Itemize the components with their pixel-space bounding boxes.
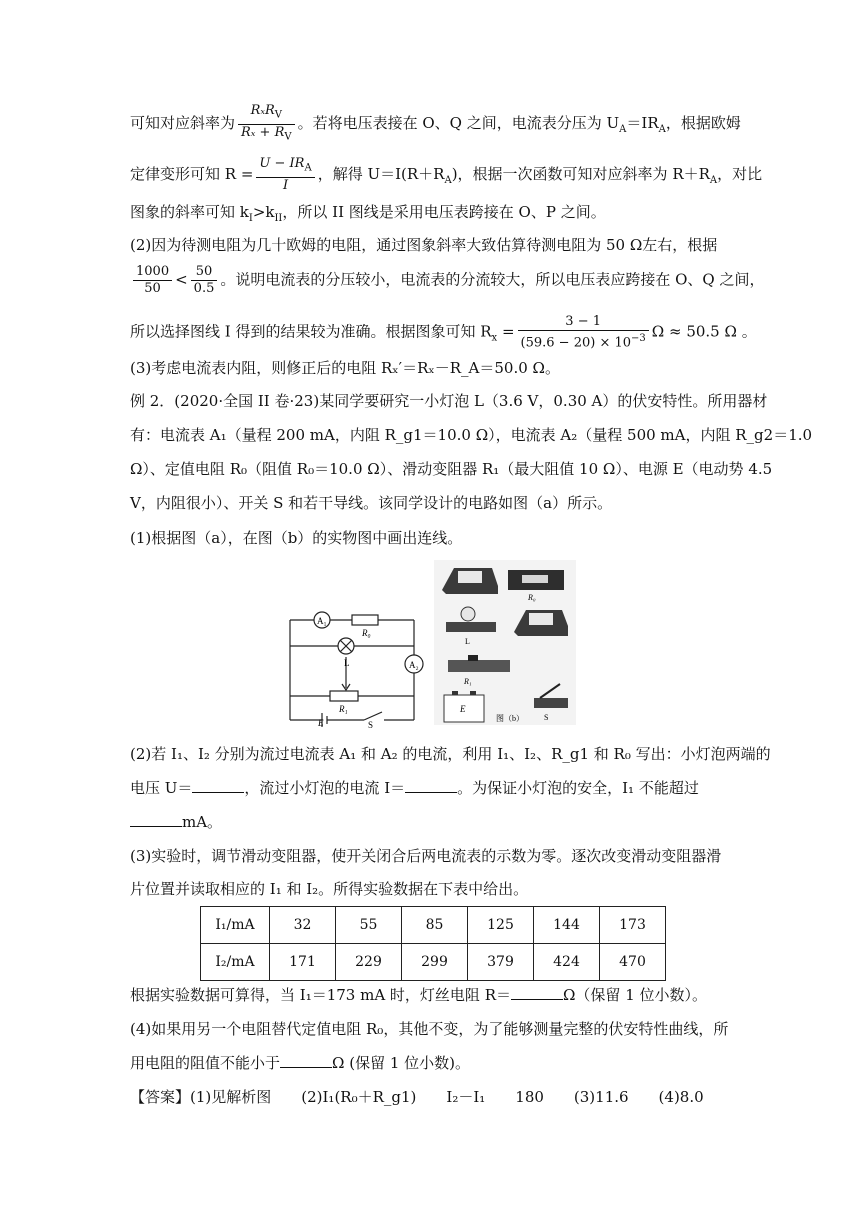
- text: 。说明电流表的分压较小，电流表的分流较大，所以电压表应跨接在 O、Q 之间，: [220, 270, 765, 289]
- question2-line1: (2)若 I₁、I₂ 分别为流过电流表 A₁ 和 A₂ 的电流，利用 I₁、I₂、R_g1 和 R₀ 写出：小灯泡两端的: [130, 745, 771, 763]
- circuit-diagram-a: [290, 615, 414, 727]
- text: ，所以 II 图线是采用电压表跨接在 O、P 之间。: [282, 203, 606, 221]
- text: mA。: [182, 813, 223, 831]
- para2-line2: [130, 264, 765, 297]
- meter-dial-icon: [529, 613, 553, 625]
- table-cell: 424: [534, 944, 600, 981]
- sub: A: [658, 124, 666, 136]
- label-a1: A₁: [317, 616, 327, 626]
- question2-line2: [130, 777, 745, 799]
- table-cell: 229: [336, 944, 402, 981]
- table-row: [201, 944, 666, 981]
- table-cell: 55: [336, 907, 402, 944]
- text: ，流过小灯泡的电流 I＝: [244, 779, 406, 797]
- sub: I: [248, 213, 253, 224]
- para3-line: (3)考虑电流表内阻，则修正后的电阻 Rₓ′＝Rₓ－R_A＝50.0 Ω。: [130, 359, 560, 377]
- table-cell: 171: [270, 944, 336, 981]
- text: ，对比: [717, 164, 763, 183]
- rheostat-r1-device-icon: [448, 660, 510, 672]
- text: 用电阻的阻值不能小于: [130, 1054, 281, 1072]
- ohm-fraction: [256, 156, 314, 194]
- text: ，解得 U＝I(R＋R: [317, 164, 445, 183]
- sub: x: [491, 332, 498, 344]
- label-e: E: [318, 718, 324, 728]
- para1-line2: [130, 156, 763, 194]
- answer-blank[interactable]: [192, 778, 244, 793]
- question4-line2: [130, 1052, 745, 1074]
- fraction-1000-50: [133, 264, 172, 297]
- fraction-denominator: I: [282, 177, 289, 193]
- rheostat-slider-icon: [468, 655, 478, 661]
- table-row: [201, 907, 666, 944]
- answer-line: [130, 1086, 745, 1108]
- fraction-numerator: 50: [191, 264, 218, 281]
- question3-line1: (3)实验时，调节滑动变阻器，使开关闭合后两电流表的示数为零。逐次改变滑动变阻器滑: [130, 847, 722, 865]
- label-l: L: [344, 658, 350, 668]
- text: 定律变形可知 R =: [130, 164, 254, 183]
- table-cell: 173: [600, 907, 666, 944]
- label-s: S: [368, 720, 374, 730]
- text: 电压 U＝: [130, 779, 193, 797]
- text: =: [501, 322, 515, 341]
- para1-line3: [130, 201, 745, 230]
- text: Ω（保留 1 位小数）。: [563, 986, 708, 1004]
- answer-blank[interactable]: [405, 778, 457, 793]
- sup: −3: [631, 333, 646, 344]
- label-r1: R₁: [339, 704, 348, 714]
- table-cell: 379: [468, 944, 534, 981]
- fraction-numerator: 3 − 1: [518, 314, 649, 331]
- text: Ω (保留 1 位小数)。: [332, 1054, 471, 1072]
- example-line1: 例 2．(2020·全国 II 卷·23)某同学要研究一小灯泡 L（3.6 V，0.30 A）的伏安特性。所用器材: [130, 392, 768, 410]
- fraction-denominator: Rₓ + R: [241, 124, 285, 140]
- battery-terminal-icon: [470, 691, 476, 695]
- sub: A: [709, 174, 718, 186]
- lamp-bulb-device-icon: [461, 607, 475, 621]
- table-cell: 125: [468, 907, 534, 944]
- para2-line1: (2)因为待测电阻为几十欧姆的电阻，通过图象斜率大致估算待测电阻为 50 Ω左右，根据: [130, 236, 718, 254]
- text: 图象的斜率可知 k: [130, 203, 249, 221]
- fraction-numerator: 1000: [133, 264, 172, 281]
- question1-line: (1)根据图（a），在图（b）的实物图中画出连线。: [130, 529, 463, 547]
- label-a2: A₂: [409, 660, 419, 670]
- answer-text: (1)见解析图 (2)I₁(R₀＋R_g1) I₂－I₁ 180 (3)11.6 (4)8.0: [190, 1088, 704, 1106]
- text: Ω ≈ 50.5 Ω 。: [651, 322, 757, 341]
- resistance-fraction: [518, 314, 649, 351]
- example-line3: Ω）、定值电阻 R₀（阻值 R₀＝10.0 Ω）、滑动变阻器 R₁（最大阻值 10 Ω）、电源 E（电动势 4.5: [130, 460, 773, 478]
- label-r0: R₀: [362, 628, 371, 638]
- table-cell: 470: [600, 944, 666, 981]
- question2-line3: [130, 811, 745, 833]
- para1-line1: [130, 103, 745, 145]
- question3-result-line: [130, 984, 745, 1006]
- table-cell: 85: [402, 907, 468, 944]
- slope-fraction: [238, 103, 295, 145]
- label-b-s: S: [544, 713, 549, 722]
- label-b-r0: R₀: [528, 593, 536, 602]
- text: ，根据欧姆: [665, 114, 741, 133]
- answer-blank[interactable]: [130, 812, 182, 827]
- fraction-numerator: RₓR: [250, 103, 275, 118]
- question3-line2: 片位置并读取相应的 I₁ 和 I₂。所得实验数据在下表中给出。: [130, 880, 529, 898]
- apparatus-figure-b: [434, 560, 576, 725]
- circuit-figure: [282, 560, 582, 730]
- text: ＝IR: [626, 114, 659, 133]
- para2-line3: [130, 314, 757, 351]
- sub: A: [444, 174, 452, 186]
- answer-blank[interactable]: [511, 985, 563, 1000]
- text: 可知对应斜率为: [130, 114, 236, 133]
- fraction-denominator: 50: [144, 281, 161, 296]
- text: 根据实验数据可算得，当 I₁＝173 mA 时，灯丝电阻 R＝: [130, 986, 511, 1004]
- label-b-l: L: [465, 637, 470, 646]
- text: 。为保证小灯泡的安全，I₁ 不能超过: [457, 779, 699, 797]
- fraction-denominator: (59.6 − 20) × 10: [520, 335, 632, 351]
- sub: II: [274, 213, 283, 224]
- example-line2: 有：电流表 A₁（量程 200 mA，内阻 R_g1＝10.0 Ω），电流表 A₂（量程 500 mA，内阻 R_g2＝1.0: [130, 426, 813, 444]
- lamp-base-device-icon: [446, 622, 496, 632]
- fraction-numerator: U − IR: [259, 156, 305, 171]
- data-table: [200, 906, 666, 981]
- sub: V: [284, 131, 292, 143]
- sub: V: [274, 109, 283, 121]
- fraction-denominator: 0.5: [193, 281, 215, 296]
- label-b-r1: R₁: [464, 677, 472, 686]
- label-b-e: E: [460, 704, 466, 714]
- sub: A: [304, 162, 312, 174]
- resistor-body-icon: [522, 575, 548, 583]
- answer-label: 【答案】: [130, 1088, 191, 1106]
- sub: A: [619, 124, 627, 136]
- text: )，根据一次函数可知对应斜率为 R＋R: [451, 164, 710, 183]
- battery-terminal-icon: [452, 691, 458, 695]
- text: >k: [252, 203, 275, 221]
- figure-b-caption: 图（b）: [496, 714, 524, 723]
- question4-line1: (4)如果用另一个电阻替代定值电阻 R₀，其他不变，为了能够测量完整的伏安特性曲线，所: [130, 1020, 729, 1038]
- text: 所以选择图线 I 得到的结果较为准确。根据图象可知 R: [130, 322, 492, 341]
- text: <: [175, 270, 188, 289]
- answer-blank[interactable]: [280, 1053, 332, 1068]
- fraction-50-05: [191, 264, 218, 297]
- table-cell: 299: [402, 944, 468, 981]
- meter-dial-icon: [458, 571, 482, 583]
- example-line4: V，内阻很小）、开关 S 和若干导线。该同学设计的电路如图（a）所示。: [130, 494, 613, 512]
- table-header-cell: I₂/mA: [201, 944, 270, 981]
- table-cell: 144: [534, 907, 600, 944]
- switch-device-icon: [534, 698, 568, 708]
- table-header-cell: I₁/mA: [201, 907, 270, 944]
- text: 。若将电压表接在 O、Q 之间，电流表分压为 U: [297, 114, 620, 133]
- table-cell: 32: [270, 907, 336, 944]
